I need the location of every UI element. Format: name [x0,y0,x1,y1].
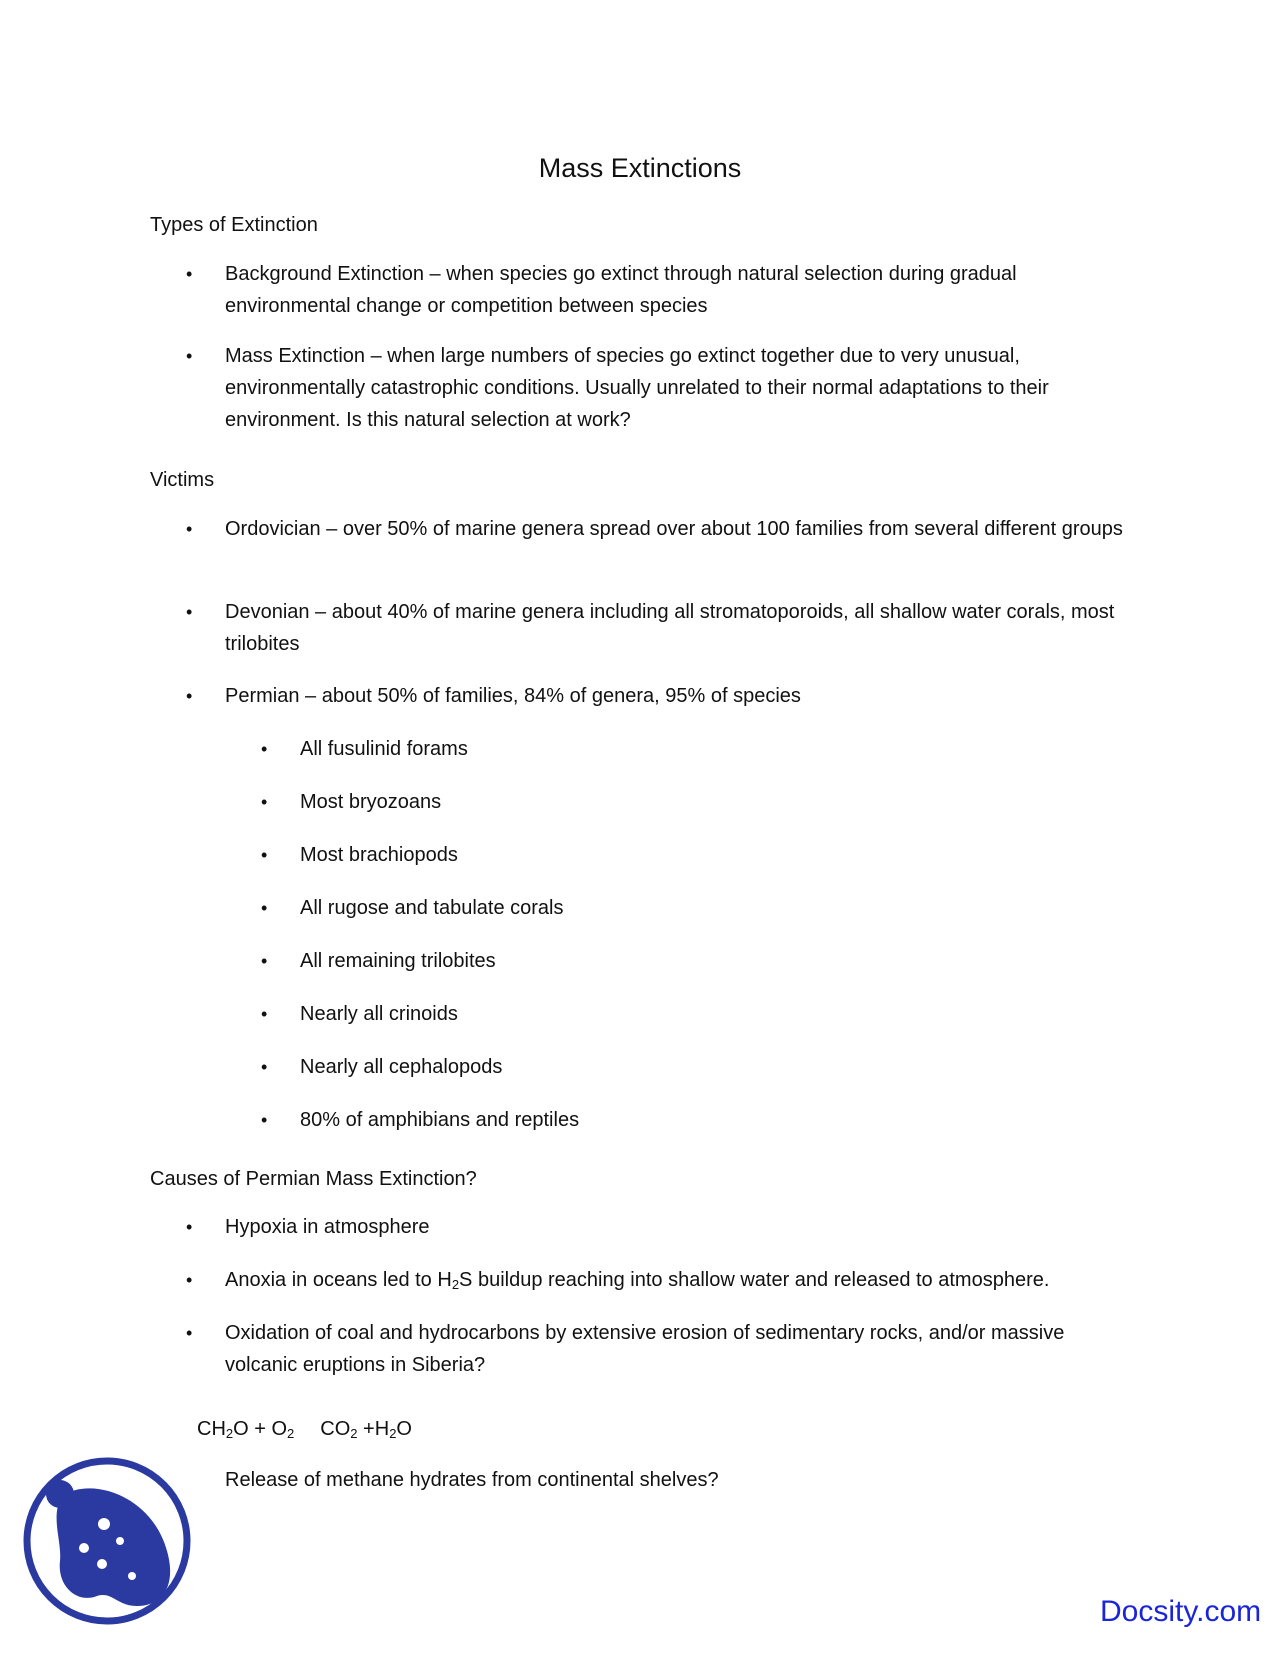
docsity-watermark[interactable]: Docsity.com [1100,1595,1262,1628]
bullet-icon: • [186,1217,193,1237]
docsity-logo-icon [22,1456,192,1626]
bullet-icon: • [261,792,268,812]
eq-subscript: 2 [225,1426,234,1441]
bullet-icon: • [261,951,268,971]
list-item: Hypoxia in atmosphere [225,1216,430,1238]
sub-list-item: All rugose and tabulate corals [300,897,564,919]
bullet-icon: • [261,898,268,918]
section-heading-types: Types of Extinction [150,214,318,236]
bullet-icon: • [261,845,268,865]
bullet-icon: • [186,519,193,539]
bullet-icon: • [261,1110,268,1130]
bullet-icon: • [261,1004,268,1024]
sub-list-item: Nearly all cephalopods [300,1056,503,1078]
bullet-icon: • [261,739,268,759]
eq-term: O + O [233,1418,288,1440]
bullet-icon: • [186,602,193,622]
eq-term: +H [357,1418,390,1440]
bullet-icon: • [261,1057,268,1077]
eq-term: O [396,1418,412,1440]
bullet-icon: • [186,1270,193,1290]
page-title: Mass Extinctions [538,153,742,183]
sub-list-item: Most bryozoans [300,791,442,813]
h2s-text-after: S buildup reaching into shallow water and released to atmosphere. [459,1269,1050,1291]
bullet-icon: • [186,346,193,366]
sub-list-item: All remaining trilobites [300,950,496,972]
list-item: Ordovician – over 50% of marine genera spread over about 100 families from several different groups [225,518,1123,540]
h2s-subscript: 2 [451,1277,460,1292]
bullet-icon: • [186,686,193,706]
h2s-text-before: Anoxia in oceans led to H [225,1269,452,1291]
list-item: Devonian – about 40% of marine genera including all stromatoporoids, all shallow water corals, most trilobites [225,601,1115,655]
sub-list-item: Nearly all crinoids [300,1003,458,1025]
eq-subscript: 2 [389,1426,397,1441]
list-item-h2s [225,1264,1135,1296]
list-item: Background Extinction – when species go extinct through natural selection during gradual environmental change or competition between species [225,263,1017,317]
eq-subscript: 2 [287,1426,295,1441]
sub-list-item: 80% of amphibians and reptiles [300,1109,580,1131]
eq-term: CO [320,1418,351,1440]
bullet-icon: • [186,1323,193,1343]
methane-note: Release of methane hydrates from continental shelves? [225,1469,719,1491]
eq-term: CH [197,1418,226,1440]
section-heading-victims: Victims [150,469,215,491]
list-item: Mass Extinction – when large numbers of species go extinct together due to very unusual, environmentally catastrophic conditions. Usually unrelated to their normal adaptations to their environment. Is this natural selection at work? [225,345,1049,431]
sub-list-item: All fusulinid forams [300,738,468,760]
list-item: Oxidation of coal and hydrocarbons by extensive erosion of sedimentary rocks, and/or massive volcanic eruptions in Siberia? [225,1322,1065,1376]
section-heading-causes: Causes of Permian Mass Extinction? [150,1168,477,1190]
chemical-equation [197,1414,412,1444]
sub-list-item: Most brachiopods [300,844,458,866]
list-item: Permian – about 50% of families, 84% of genera, 95% of species [225,685,801,707]
bullet-icon: • [186,264,193,284]
eq-subscript: 2 [350,1426,358,1441]
